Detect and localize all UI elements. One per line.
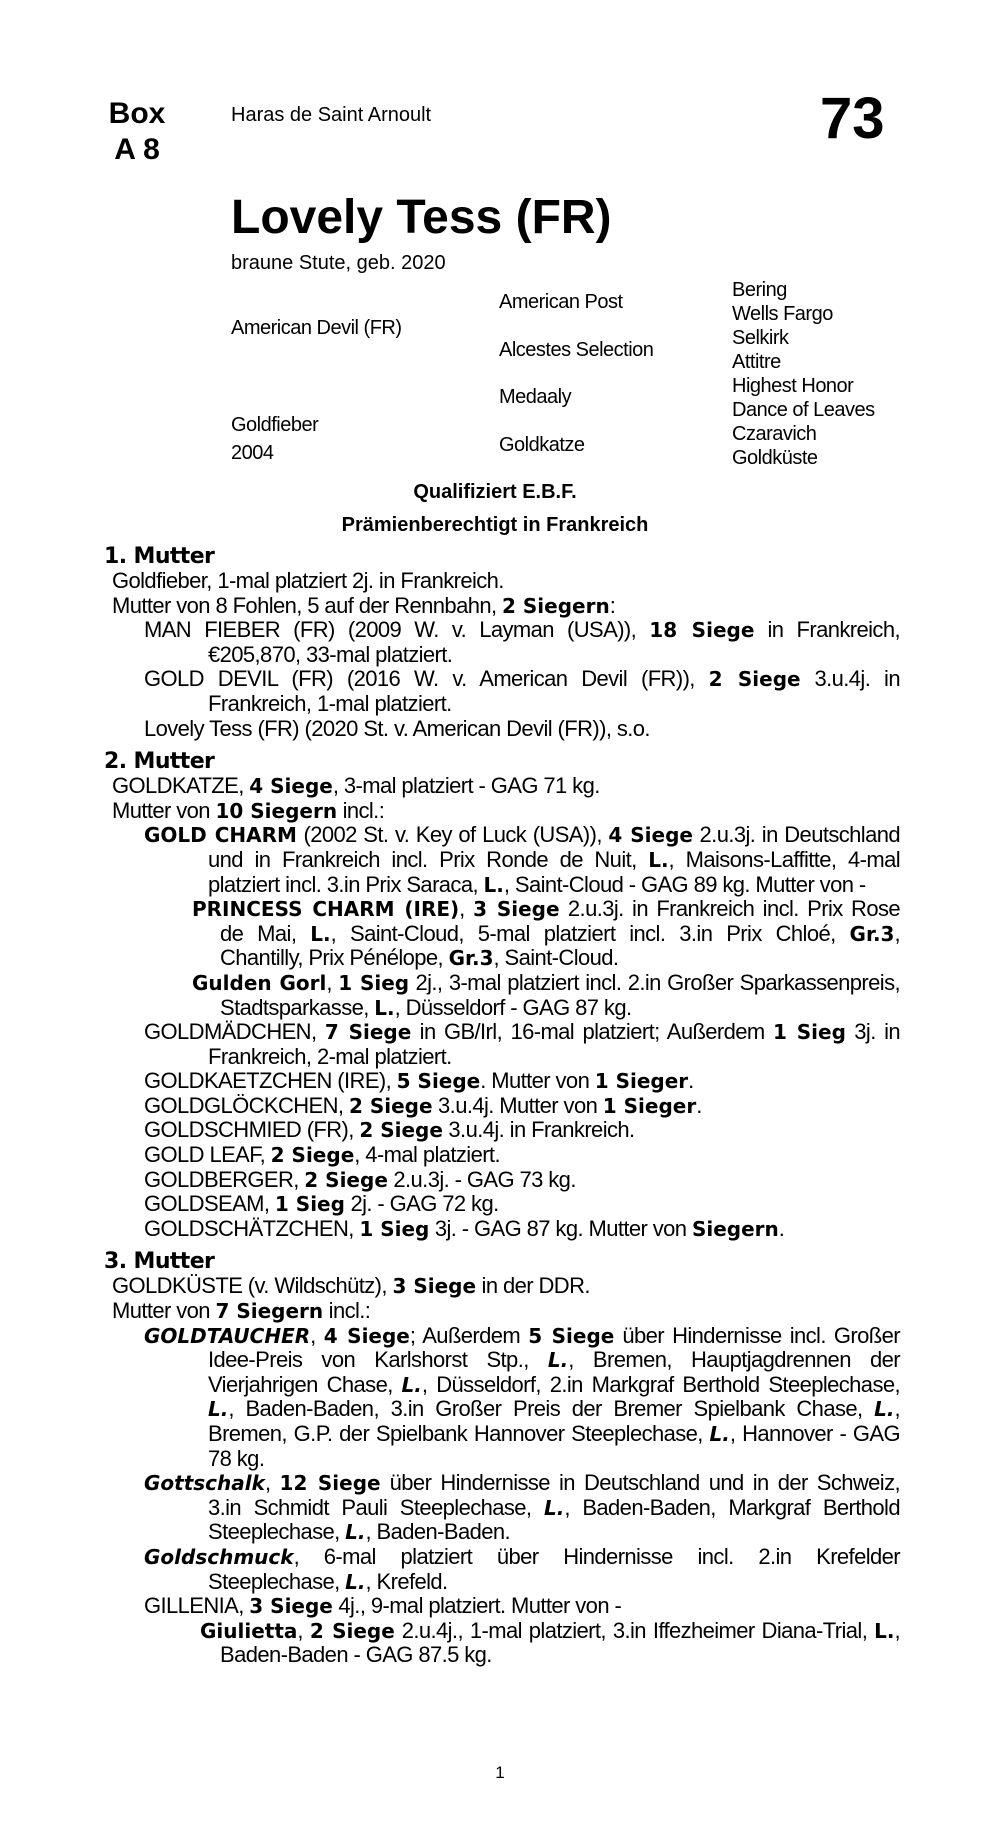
entry-text: , 3-mal platziert - GAG 71 kg.: [332, 773, 600, 799]
entry-text: 3.u.4j. in Frankreich, 1-mal platziert.: [208, 666, 900, 716]
dam-section: [104, 750, 900, 1241]
entry-text: ,: [310, 1322, 324, 1348]
offspring-entry: [104, 1594, 900, 1619]
emphasis-text: 1 Sieger: [602, 1093, 697, 1118]
pedigree-great-grandparent: Wells Fargo: [732, 303, 833, 325]
emphasis-text: 7 Siegern: [215, 1299, 324, 1324]
pedigree-great-grandparent: Goldküste: [732, 447, 818, 469]
emphasis-text: PRINCESS CHARM (IRE): [192, 897, 460, 922]
entry-text: , Baden-Baden, 3.in Großer Preis der Bremer Spielbank Chase,: [228, 1396, 875, 1422]
dam-section: [104, 1250, 900, 1668]
qualification-ebf: Qualifiziert E.B.F.: [413, 481, 577, 503]
emphasis-text: L.: [547, 1348, 569, 1373]
emphasis-text: L.: [208, 1397, 229, 1422]
entry-text: 3.u.4j. in Frankreich.: [442, 1117, 635, 1143]
emphasis-text: GOLDTAUCHER: [144, 1323, 311, 1348]
entry-text: 2.u.3j. - GAG 73 kg.: [387, 1166, 576, 1192]
entry-text: 3j. in Frankreich, 2-mal platziert.: [208, 1019, 900, 1069]
entry-text: , Baden-Baden.: [365, 1519, 510, 1545]
offspring-entry: [104, 1545, 900, 1594]
offspring-entry: [104, 1118, 900, 1143]
emphasis-text: 2 Siege: [359, 1118, 443, 1143]
box-label-line1: Box: [108, 97, 166, 130]
entry-text: GOLDGLÖCKCHEN,: [144, 1092, 349, 1118]
offspring-entry: [104, 667, 900, 716]
entry-text: incl.:: [337, 797, 385, 823]
entry-text: 2.u.3j. in Deutschland und in Frankreich incl. Prix Ronde de Nuit,: [208, 822, 900, 872]
entry-text: , Hannover - GAG 78 kg.: [208, 1421, 901, 1471]
offspring-entry: [104, 1619, 900, 1668]
entry-text: , Düsseldorf, 2.in Markgraf Berthold Steeplechase,: [421, 1371, 900, 1397]
dam-summary-line: [104, 569, 900, 594]
entry-text: 3j. - GAG 87 kg. Mutter von: [429, 1215, 692, 1241]
emphasis-text: L.: [401, 1372, 422, 1397]
entry-text: ; Außerdem: [409, 1322, 529, 1348]
entry-text: .: [688, 1068, 694, 1094]
entry-text: 2j., 3-mal platziert incl. 2.in Großer Sparkassenpreis, Stadtsparkasse,: [220, 969, 900, 1020]
entry-text: ,: [459, 896, 474, 922]
pedigree-great-grandparent: Bering: [732, 279, 787, 301]
entry-text: , Maisons-Laffitte, 4-mal platziert incl. 3.in Prix Saraca,: [208, 846, 900, 897]
qualification-premium: Prämienberechtigt in Frankreich: [341, 514, 649, 536]
entry-text: über Hindernisse in Deutschland und in der Schweiz, 3.in Schmidt Pauli Steeplechase,: [208, 1470, 901, 1520]
page-number: 1: [495, 1763, 505, 1782]
entry-text: GILLENIA,: [144, 1593, 250, 1619]
pedigree-grandparent: Goldkatze: [499, 434, 585, 456]
dam-summary-line: [104, 799, 900, 824]
entry-text: incl.:: [323, 1298, 371, 1324]
offspring-entry: [104, 1020, 900, 1069]
entry-text: Goldfieber, 1-mal platziert 2j. in Frankreich.: [112, 568, 504, 593]
entry-text: , 4-mal platziert.: [354, 1142, 500, 1168]
emphasis-text: Gottschalk: [144, 1471, 265, 1496]
emphasis-text: 1 Sieg: [274, 1192, 345, 1217]
lot-number: 73: [820, 86, 885, 151]
box-label-line2: A 8: [114, 133, 160, 166]
emphasis-text: L.: [345, 1569, 366, 1594]
section-title: 1. Mutter: [104, 544, 215, 569]
entry-text: in Frankreich, €205,870, 33-mal platziert.: [208, 617, 900, 667]
dam-summary-line: [104, 1299, 900, 1324]
entry-text: , Saint-Cloud.: [493, 945, 619, 971]
entry-text: Mutter von: [112, 797, 216, 823]
offspring-entry: [104, 823, 900, 897]
offspring-entry: [104, 1094, 900, 1119]
entry-text: , 6-mal platziert über Hindernisse incl. 2.in Krefelder Steeplechase,: [208, 1543, 900, 1594]
entry-text: über Hindernisse incl. Großer Idee-Preis von Karlshorst Stp.,: [208, 1322, 900, 1373]
offspring-entry: [104, 1471, 900, 1545]
emphasis-text: 7 Siege: [324, 1020, 412, 1045]
family-record: [104, 545, 900, 1677]
emphasis-text: 5 Siege: [396, 1069, 481, 1094]
offspring-entry: [104, 1217, 900, 1242]
entry-text: 2.u.3j. in Frankreich incl. Prix Rose de Mai,: [220, 896, 900, 946]
entry-text: Lovely Tess (FR) (2020 St. v. American Devil (FR)), s.o.: [144, 715, 650, 741]
pedigree-great-grandparent: Czaravich: [732, 423, 817, 445]
emphasis-text: 1 Sieg: [338, 970, 410, 995]
entry-text: , Düsseldorf - GAG 87 kg.: [394, 994, 632, 1020]
entry-text: in GB/Irl, 16-mal platziert; Außerdem: [411, 1019, 774, 1045]
pedigree-grandparent: Alcestes Selection: [499, 339, 654, 361]
emphasis-text: 10 Siegern: [215, 798, 338, 823]
dam-summary-line: [104, 774, 900, 799]
pedigree-great-grandparent: Dance of Leaves: [732, 399, 875, 421]
entry-text: , Baden-Baden, Markgraf Berthold Steeplechase,: [208, 1494, 900, 1545]
offspring-entry: [104, 717, 900, 742]
emphasis-text: 3 Siege: [392, 1274, 477, 1299]
emphasis-text: 2 Siege: [270, 1143, 355, 1168]
entry-text: :: [609, 592, 616, 618]
dam-summary-line: [104, 594, 900, 619]
entry-text: GOLDKÜSTE (v. Wildschütz),: [112, 1273, 393, 1299]
pedigree-great-grandparents: [732, 278, 875, 470]
entry-text: (2002 St. v. Key of Luck (USA)),: [296, 822, 609, 848]
horse-name: Lovely Tess (FR): [231, 191, 612, 244]
entry-text: , Baden-Baden - GAG 87.5 kg.: [220, 1617, 900, 1668]
emphasis-text: Gr.3: [448, 946, 494, 971]
emphasis-text: 1 Sieger: [594, 1069, 689, 1094]
dam-summary-line: [104, 1274, 900, 1299]
entry-text: , Saint-Cloud - GAG 89 kg. Mutter von -: [503, 871, 866, 897]
entry-text: ,: [326, 969, 339, 995]
emphasis-text: L.: [483, 872, 504, 897]
entry-text: , Saint-Cloud, 5-mal platziert incl. 3.in Prix Chloé,: [330, 920, 850, 946]
emphasis-text: 3 Siege: [249, 1594, 333, 1619]
emphasis-text: 4 Siege: [323, 1323, 410, 1348]
horse-description: braune Stute, geb. 2020: [231, 252, 446, 274]
section-title: 3. Mutter: [104, 1249, 215, 1275]
entry-text: 4j., 9-mal platziert. Mutter von -: [332, 1593, 622, 1619]
emphasis-text: L.: [648, 847, 669, 872]
entry-text: GOLDKATZE,: [112, 773, 250, 799]
entry-text: ,: [264, 1470, 280, 1496]
breeder-name: Haras de Saint Arnoult: [231, 104, 432, 126]
box-label: [104, 96, 170, 168]
entry-text: GOLDSEAM,: [144, 1191, 275, 1217]
entry-text: GOLDSCHMIED (FR),: [144, 1117, 360, 1143]
entry-text: in der DDR.: [476, 1273, 590, 1299]
offspring-entry: [104, 1143, 900, 1168]
offspring-entry: [104, 971, 900, 1020]
entry-text: GOLDMÄDCHEN,: [144, 1019, 325, 1045]
pedigree-grandparent: Medaaly: [499, 386, 572, 408]
offspring-entry: [104, 1069, 900, 1094]
emphasis-text: 1 Sieg: [773, 1020, 846, 1045]
entry-text: , Krefeld.: [365, 1568, 448, 1594]
pedigree-great-grandparent: Attitre: [732, 351, 781, 373]
section-title: 2. Mutter: [104, 749, 215, 775]
emphasis-text: 3 Siege: [473, 897, 560, 922]
offspring-entry: [104, 897, 900, 971]
emphasis-text: L.: [874, 1618, 895, 1643]
emphasis-text: Gr.3: [849, 921, 895, 946]
entry-text: Mutter von: [112, 1298, 216, 1324]
emphasis-text: L.: [310, 921, 331, 946]
entry-text: , Bremen, G.P. der Spielbank Hannover Steeplechase,: [208, 1396, 900, 1446]
entry-text: GOLDSCHÄTZCHEN,: [144, 1215, 360, 1241]
pedigree-dam-year: 2004: [231, 442, 274, 464]
emphasis-text: L.: [709, 1422, 730, 1446]
entry-text: GOLDBERGER,: [144, 1166, 305, 1192]
offspring-entry: [104, 1192, 900, 1217]
emphasis-text: 12 Siege: [279, 1471, 381, 1496]
entry-text: GOLD DEVIL (FR) (2016 W. v. American Devil (FR)),: [144, 666, 709, 692]
entry-text: . Mutter von: [480, 1068, 595, 1094]
emphasis-text: 2 Siegern: [502, 593, 610, 618]
emphasis-text: L.: [874, 1397, 895, 1422]
entry-text: 2j. - GAG 72 kg.: [344, 1191, 499, 1217]
pedigree-great-grandparent: Highest Honor: [732, 375, 854, 397]
emphasis-text: 2 Siege: [304, 1167, 388, 1192]
offspring-entry: [104, 1168, 900, 1193]
pedigree-grandparent: American Post: [499, 291, 623, 313]
entry-text: , Chantilly, Prix Pénélope,: [220, 920, 900, 971]
emphasis-text: 2 Siege: [309, 1618, 395, 1643]
entry-text: , Bremen, Hauptjagdrennen der Vierjahrigen Chase,: [208, 1347, 900, 1397]
offspring-entry: [104, 618, 900, 667]
emphasis-text: 18 Siege: [649, 618, 755, 643]
emphasis-text: Giulietta: [200, 1618, 298, 1643]
emphasis-text: 5 Siege: [528, 1323, 615, 1348]
emphasis-text: 4 Siege: [608, 823, 693, 848]
entry-text: 2.u.4j., 1-mal platziert, 3.in Iffezheimer Diana-Trial,: [394, 1617, 875, 1643]
emphasis-text: 2 Siege: [708, 667, 801, 692]
pedigree-sire: American Devil (FR): [231, 317, 402, 339]
emphasis-text: Gulden Gorl: [192, 970, 327, 995]
pedigree-dam: Goldfieber: [231, 414, 319, 436]
emphasis-text: 1 Sieg: [359, 1216, 430, 1241]
emphasis-text: 2 Siege: [348, 1093, 433, 1118]
emphasis-text: 4 Siege: [249, 774, 333, 799]
entry-text: .: [696, 1092, 702, 1118]
emphasis-text: GOLD CHARM: [144, 823, 297, 848]
offspring-entry: [104, 1324, 900, 1472]
pedigree-great-grandparent: Selkirk: [732, 327, 789, 349]
entry-text: 3.u.4j. Mutter von: [432, 1092, 603, 1118]
entry-text: GOLD LEAF,: [144, 1142, 271, 1168]
entry-text: .: [778, 1215, 785, 1241]
entry-text: GOLDKAETZCHEN (IRE),: [144, 1068, 397, 1094]
emphasis-text: L.: [345, 1520, 366, 1545]
dam-section: [104, 545, 900, 741]
entry-text: Mutter von 8 Fohlen, 5 auf der Rennbahn,: [112, 592, 502, 618]
entry-text: MAN FIEBER (FR) (2009 W. v. Layman (USA)),: [144, 617, 650, 643]
emphasis-text: Siegern: [691, 1216, 779, 1241]
emphasis-text: L.: [543, 1495, 565, 1520]
entry-text: ,: [297, 1617, 310, 1643]
emphasis-text: Goldschmuck: [144, 1544, 294, 1569]
emphasis-text: L.: [374, 995, 395, 1020]
